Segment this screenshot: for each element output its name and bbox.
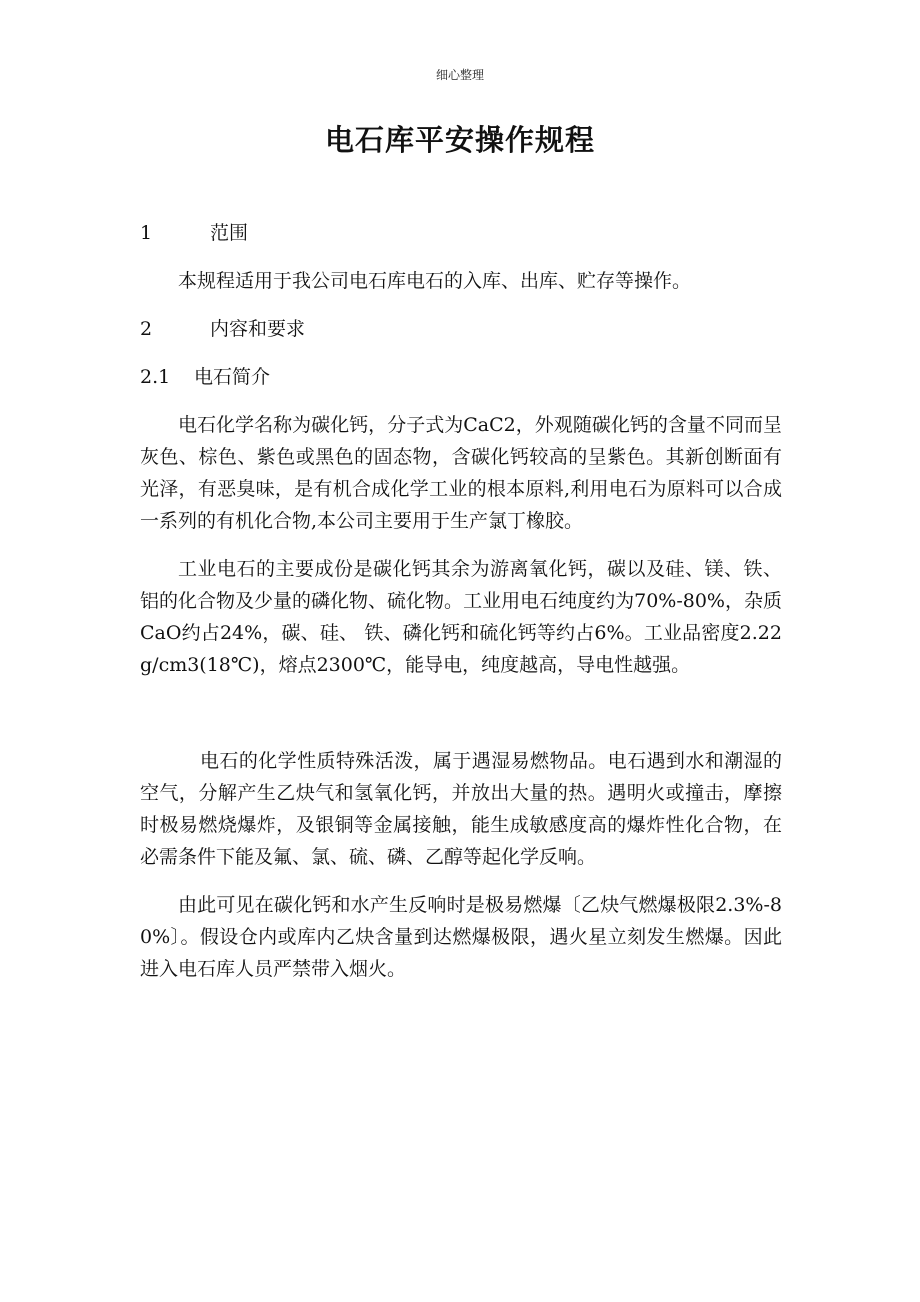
document-body	[140, 217, 782, 1001]
section-1-paragraph: 本规程适用于我公司电石库电石的入库、出库、贮存等操作。	[178, 270, 692, 292]
section-number: 2	[140, 318, 153, 340]
section-number: 1	[140, 222, 153, 244]
paragraph-explosion-risk: 由此可见在碳化钙和水产生反响时是极易燃爆〔乙炔气燃爆极限2.3%-80%〕。假设仓内或库内乙炔含量到达燃爆极限，遇火星立刻发生燃爆。因此进入电石库人员严禁带入烟火。	[140, 894, 782, 980]
paragraph-composition: 工业电石的主要成份是碳化钙其余为游离氧化钙，碳以及硅、镁、铁、铝的化合物及少量的磷化物、硫化物。工业用电石纯度约为70%-80%，杂质CaO约占24%，碳、硅、 铁、磷化钙和硫化钙等约占6%。工业品密度2.22g/cm3(18℃)，熔点2300℃，能导电，纯度越高，导电性越强。	[140, 558, 782, 676]
paragraph-intro: 电石化学名称为碳化钙，分子式为CaC2，外观随碳化钙的含量不同而呈灰色、棕色、紫色或黑色的固态物，含碳化钙较高的呈紫色。其新创断面有光泽，有恶臭味，是有机合成化学工业的根本原料,利用电石为原料可以合成一系列的有机化合物,本公司主要用于生产氯丁橡胶。	[140, 414, 782, 532]
section-number: 2.1	[140, 366, 171, 388]
document-title: 电石库平安操作规程	[324, 123, 595, 157]
section-title: 范围	[210, 222, 249, 244]
page-header: 细心整理	[435, 68, 484, 82]
section-2-heading	[140, 313, 782, 345]
blank-line	[140, 697, 782, 745]
paragraph-chemical-properties: 电石的化学性质特殊活泼，属于遇湿易燃物品。电石遇到水和潮湿的空气，分解产生乙炔气和氢氧化钙，并放出大量的热。遇明火或撞击，摩擦时极易燃烧爆炸，及银铜等金属接触，能生成敏感度高的爆炸性化合物，在必需条件下能及氟、氯、硫、磷、乙醇等起化学反响。	[140, 750, 782, 868]
section-2-1-heading	[140, 361, 782, 393]
section-title: 内容和要求	[210, 318, 306, 340]
section-1-heading	[140, 217, 782, 249]
section-title: 电石简介	[194, 366, 271, 388]
